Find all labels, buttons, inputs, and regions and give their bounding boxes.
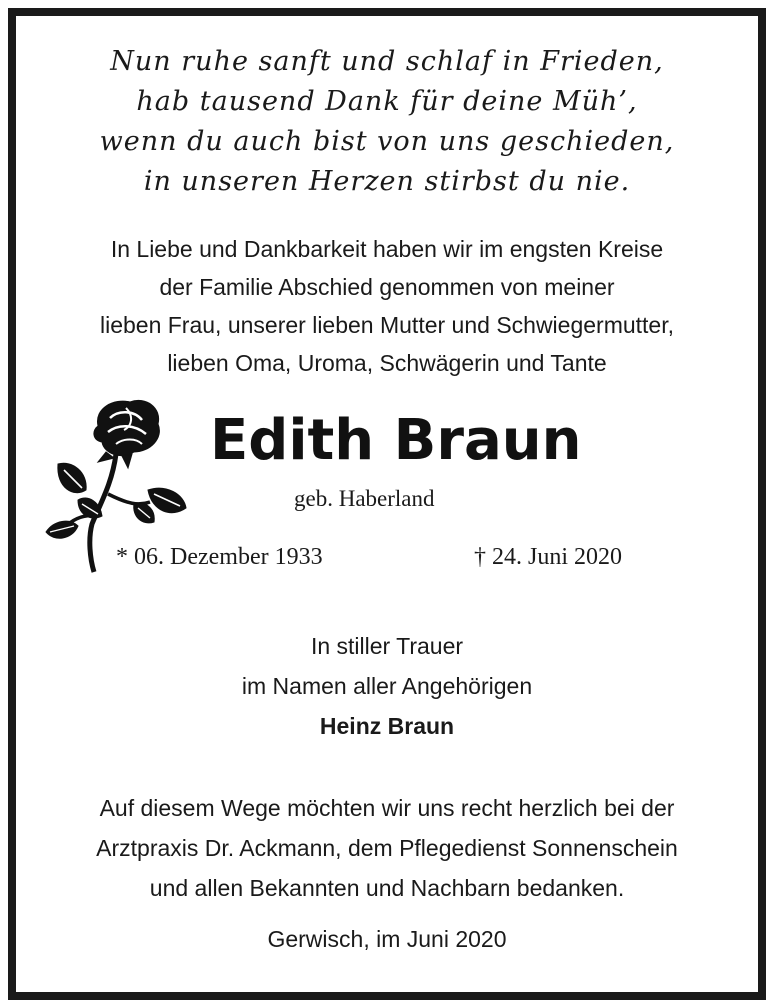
- mourning-line: im Namen aller Angehörigen: [241, 673, 533, 699]
- intro-line: lieben Oma, Uroma, Schwägerin und Tante: [167, 350, 607, 376]
- birth-date: * 06. Dezember 1933: [116, 544, 323, 570]
- intro-line: der Familie Abschied genommen von meiner: [159, 274, 615, 300]
- mourning-line: In stiller Trauer: [310, 633, 464, 659]
- maiden-name: geb. Haberland: [294, 486, 435, 511]
- intro-line: In Liebe und Dankbarkeit haben wir im engsten Kreise: [110, 236, 664, 262]
- death-date: † 24. Juni 2020: [474, 544, 623, 570]
- thanks-line: Arztpraxis Dr. Ackmann, dem Pflegedienst Sonnenschein: [96, 835, 678, 861]
- poem-line: hab tausend Dank für deine Müh’,: [136, 86, 638, 117]
- obituary-notice: [8, 8, 766, 1000]
- thanks-text: [16, 788, 758, 908]
- poem-line: Nun ruhe sanft und schlaf in Frieden,: [110, 46, 664, 77]
- poem-line: in unseren Herzen stirbst du nie.: [143, 166, 631, 197]
- intro-text: [16, 230, 758, 382]
- place-date: Gerwisch, im Juni 2020: [267, 926, 507, 952]
- signer-name: Heinz Braun: [319, 713, 455, 739]
- memorial-poem: [16, 42, 758, 202]
- mourners-block: [16, 626, 758, 746]
- deceased-name: Edith Braun: [210, 408, 582, 473]
- thanks-line: Auf diesem Wege möchten wir uns recht herzlich bei der: [99, 795, 675, 821]
- poem-line: wenn du auch bist von uns geschieden,: [99, 126, 675, 157]
- intro-line: lieben Frau, unserer lieben Mutter und Schwiegermutter,: [99, 312, 675, 338]
- thanks-line: und allen Bekannten und Nachbarn bedanken.: [149, 875, 625, 901]
